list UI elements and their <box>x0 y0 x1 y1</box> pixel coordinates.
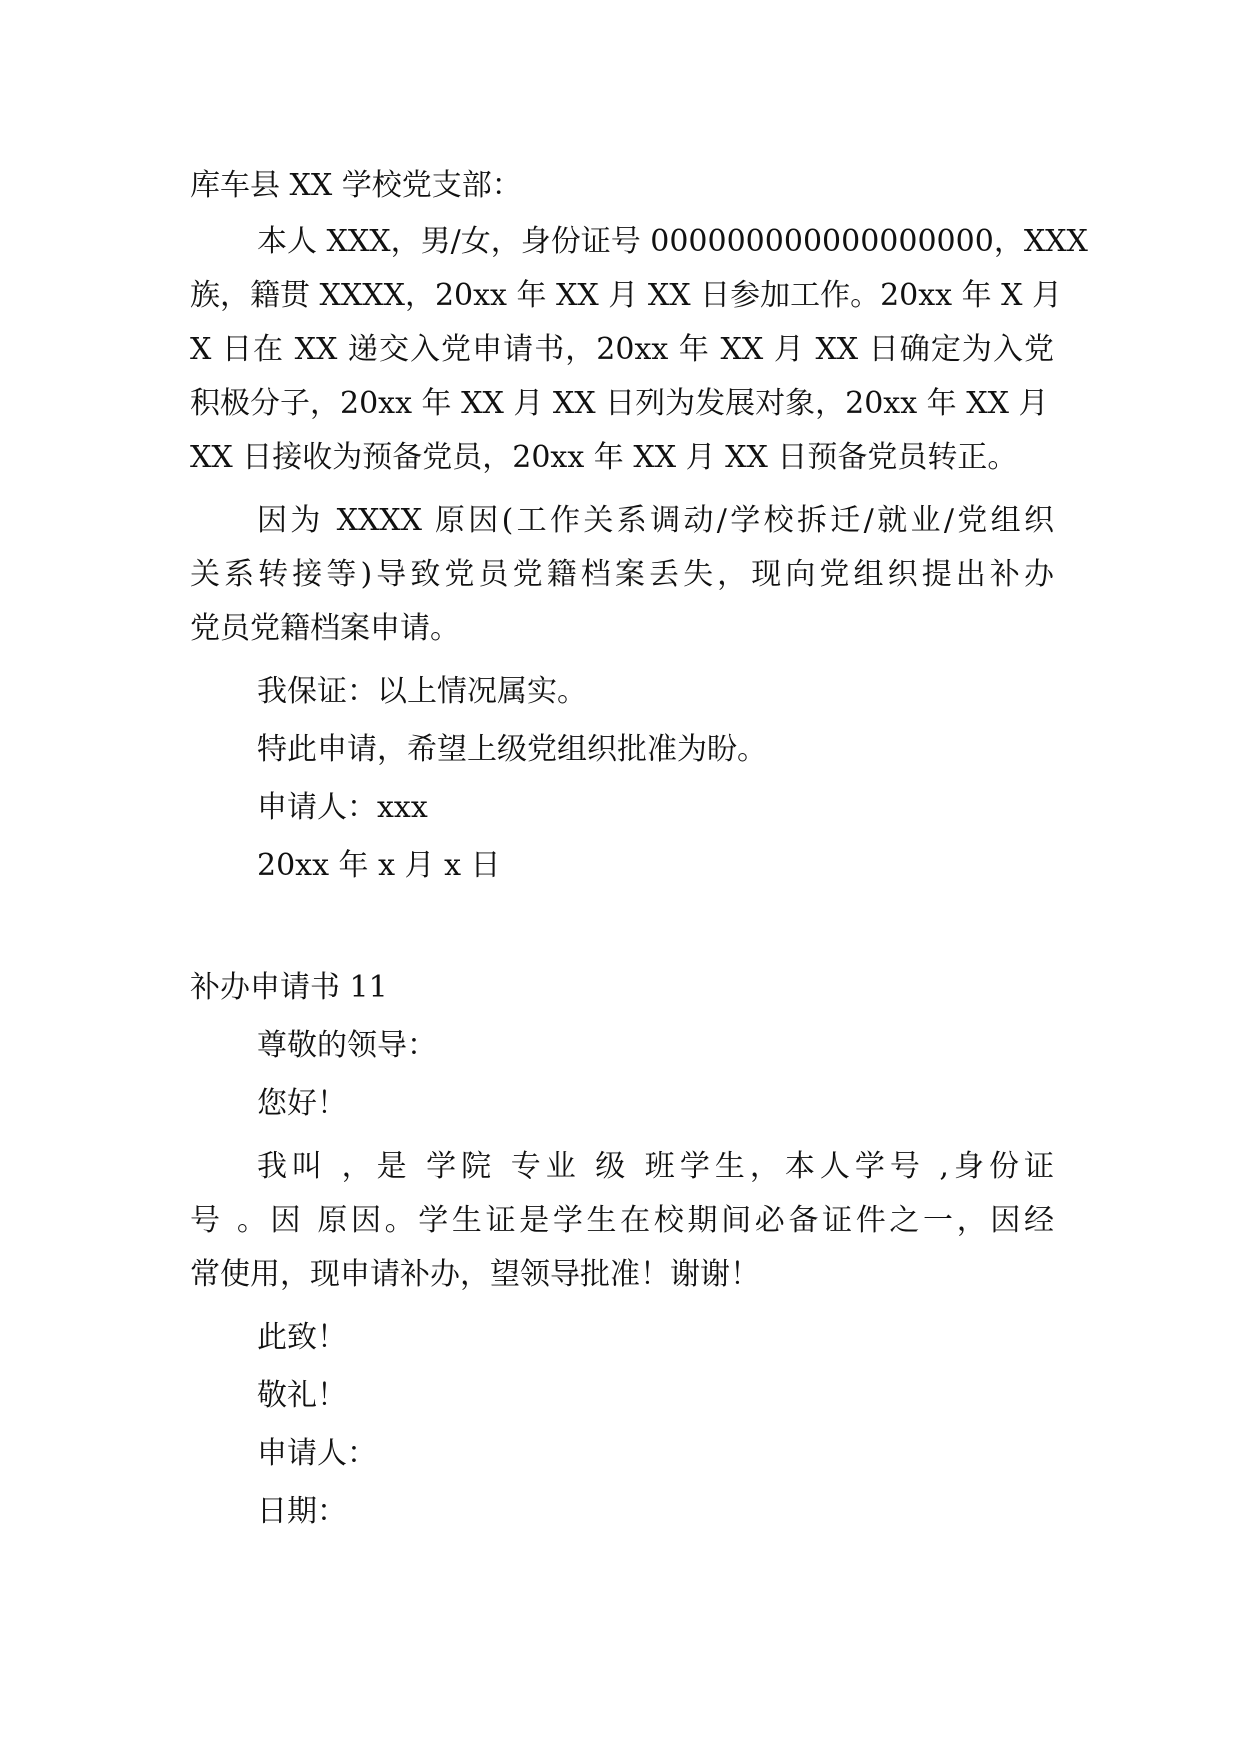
letter2-title: 补办申请书 11 <box>190 970 388 1005</box>
letter2-body-line-3: 常使用，现申请补办，望领导批准！谢谢！ <box>190 1257 760 1292</box>
letter2-body-line-2: 号 。因 原因。学生证是学生在校期间必备证件之一，因经 <box>190 1203 1054 1238</box>
letter2-salutation: 尊敬的领导： <box>257 1028 437 1063</box>
letter2-greeting: 您好！ <box>257 1086 347 1121</box>
letter1-request: 特此申请，希望上级党组织批准为盼。 <box>257 732 767 767</box>
letter2-applicant: 申请人： <box>257 1436 377 1471</box>
letter1-guarantee: 我保证：以上情况属实。 <box>257 674 587 709</box>
letter1-p1-line-1: 本人 XXX，男/女，身份证号 000000000000000000，XXX <box>257 224 1088 259</box>
letter1-p2-line-1: 因为 XXXX 原因(工作关系调动/学校拆迁/就业/党组织 <box>257 503 1054 538</box>
letter1-applicant: 申请人：xxx <box>257 790 428 825</box>
letter1-salutation: 库车县 XX 学校党支部： <box>190 168 522 203</box>
letter1-p1-line-4: 积极分子，20xx 年 XX 月 XX 日列为发展对象，20xx 年 XX 月 <box>190 386 1049 421</box>
letter1-date: 20xx 年 x 月 x 日 <box>257 848 501 883</box>
letter2-date: 日期： <box>257 1494 347 1529</box>
letter1-p2-line-2: 关系转接等)导致党员党籍档案丢失，现向党组织提出补办 <box>190 557 1054 592</box>
letter1-p1-line-2: 族，籍贯 XXXX，20xx 年 XX 月 XX 日参加工作。20xx 年 X 月 <box>190 278 1063 313</box>
letter1-p1-line-3: X 日在 XX 递交入党申请书，20xx 年 XX 月 XX 日确定为入党 <box>190 332 1054 367</box>
letter2-closing-2: 敬礼！ <box>257 1378 347 1413</box>
letter1-p2-line-3: 党员党籍档案申请。 <box>190 611 460 646</box>
letter2-closing-1: 此致！ <box>257 1320 347 1355</box>
letter1-p1-line-5: XX 日接收为预备党员，20xx 年 XX 月 XX 日预备党员转正。 <box>190 440 1018 475</box>
letter2-body-line-1: 我叫 ，是 学院 专业 级 班学生，本人学号 ,身份证 <box>257 1149 1054 1184</box>
